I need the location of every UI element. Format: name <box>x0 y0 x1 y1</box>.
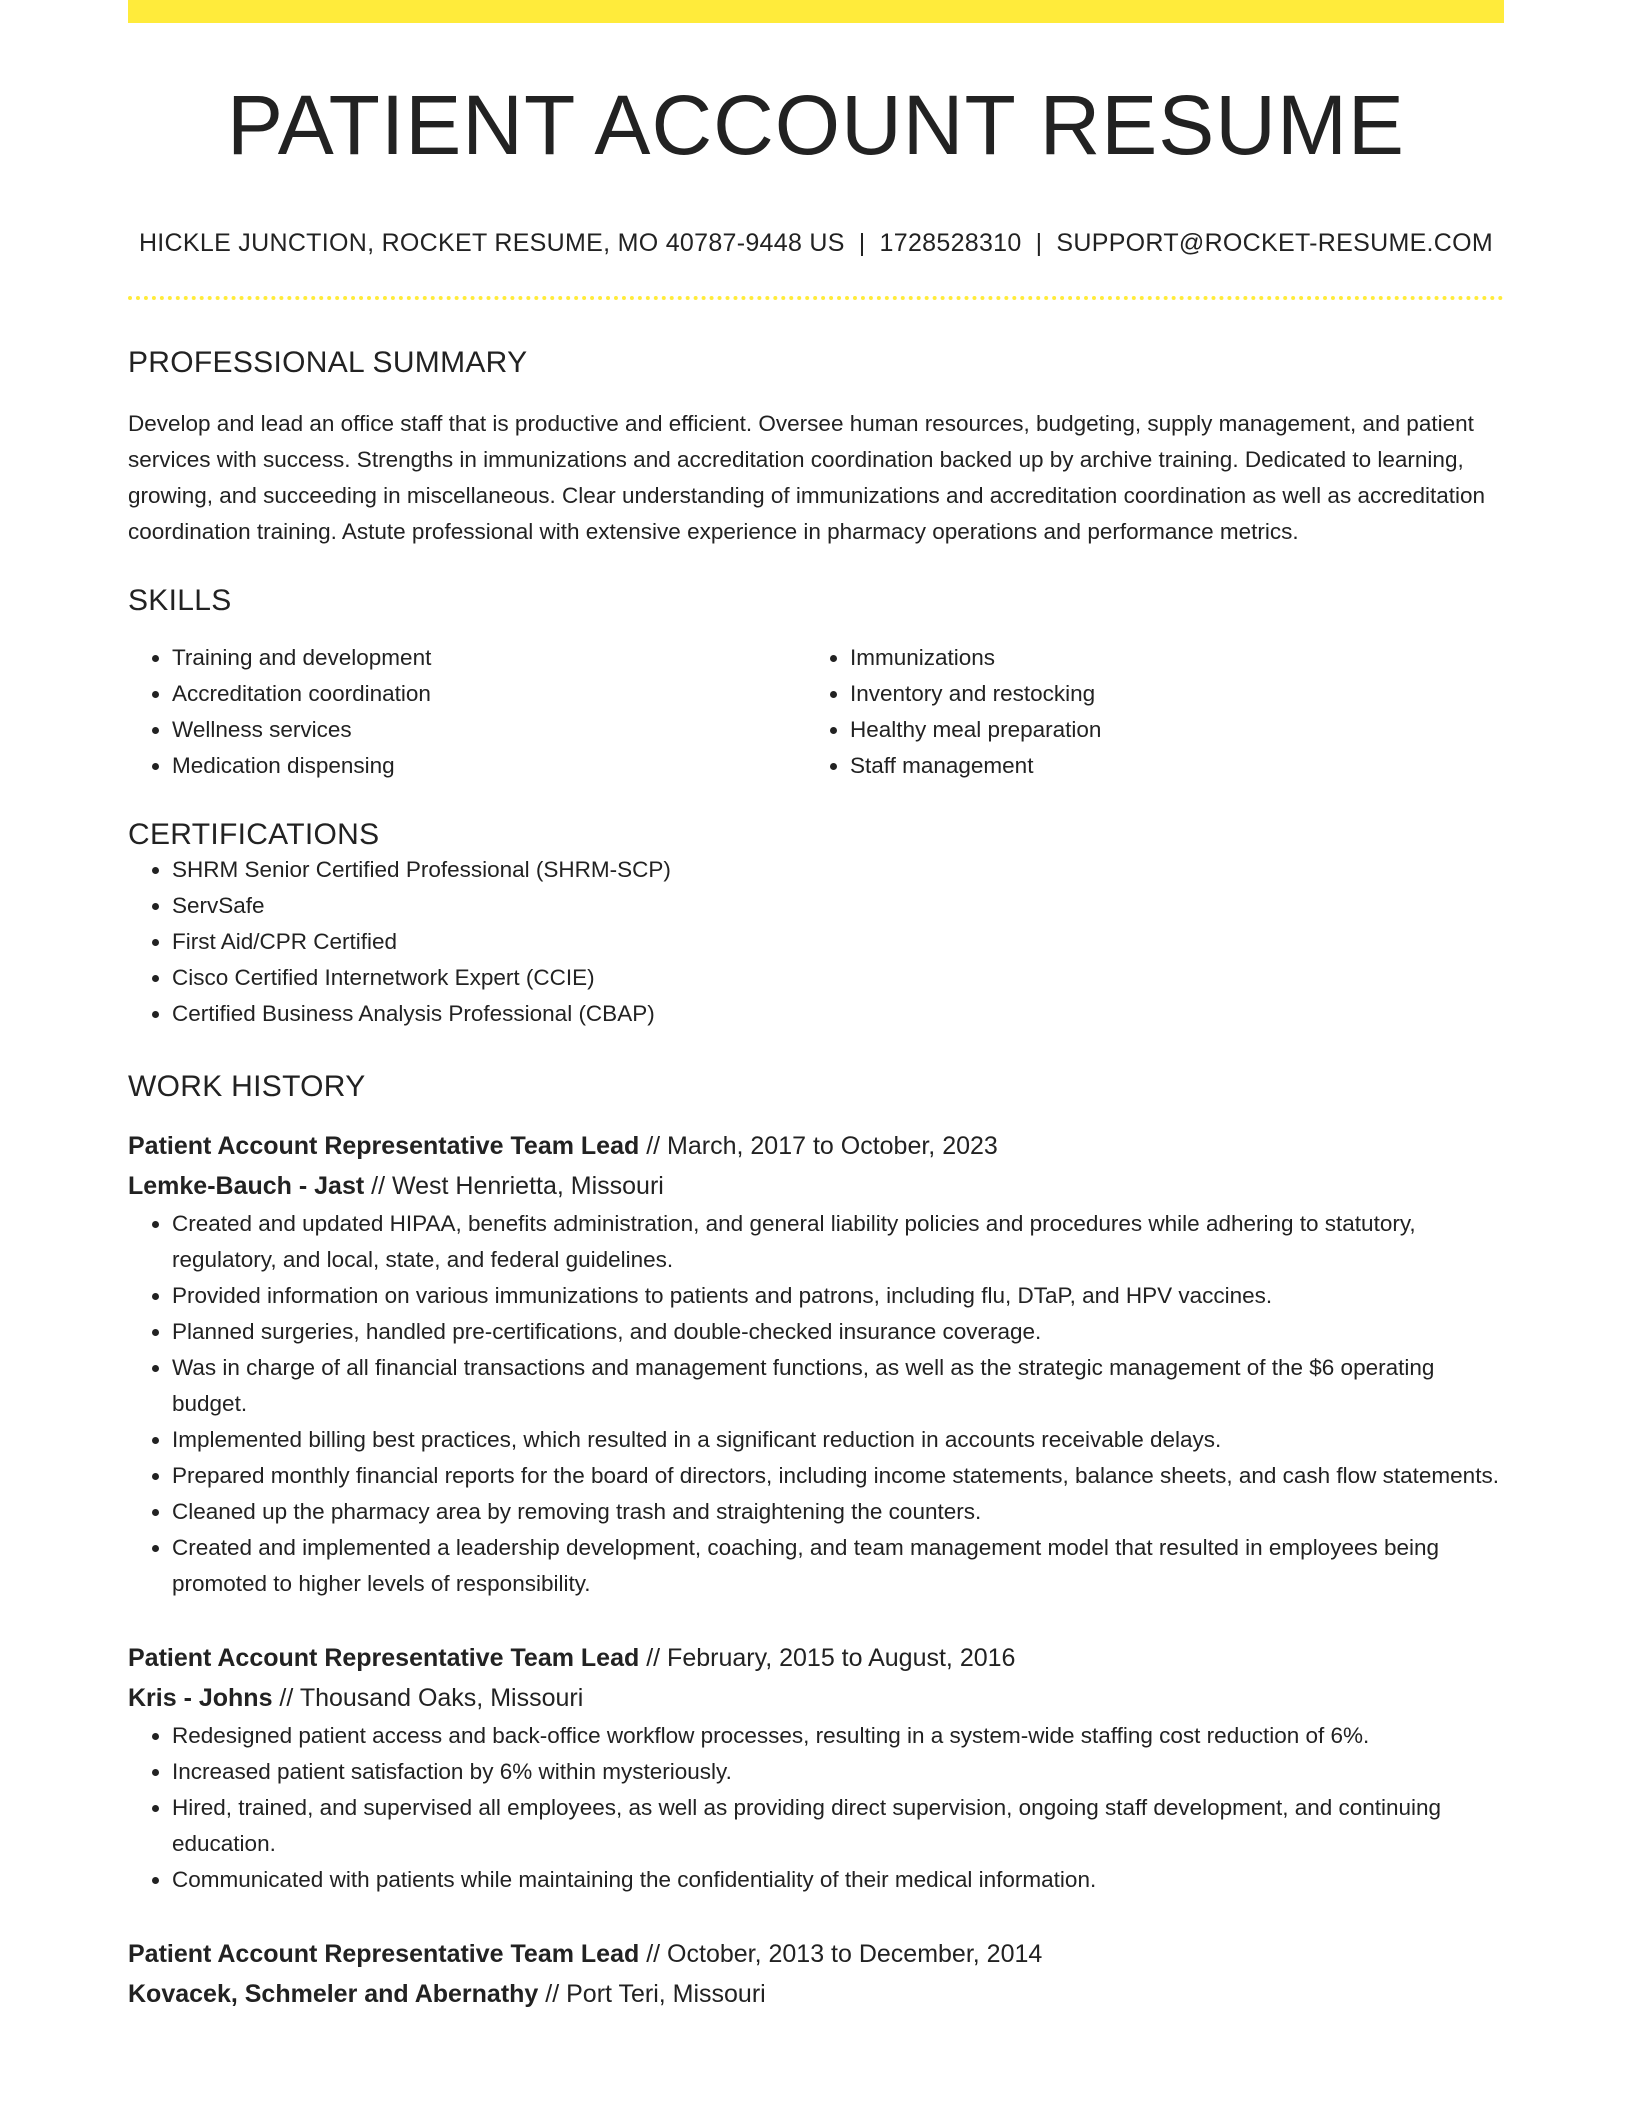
job-bullet: • Was in charge of all financial transactions and management functions, as well as the strategic management of the $6 operating budget. <box>172 1350 1504 1422</box>
certifications-heading: CERTIFICATIONS <box>128 818 380 851</box>
contact-separator: | <box>858 229 866 257</box>
certification-item: • Cisco Certified Internetwork Expert (CCIE) <box>172 960 1504 996</box>
skill-item: • Immunizations <box>850 640 1484 676</box>
summary-text: Develop and lead an office staff that is productive and efficient. Oversee human resources, budgeting, supply management, and patient services with success. Strengths in immunizations and accreditation coordination backed up by archive training. Dedicated to learning, growing, and succeeding in miscellaneous. Clear understanding of immunizations and accreditation coordination as well as accreditation coordination training. Astute professional with extensive experience in pharmacy operations and performance metrics. <box>128 411 1486 544</box>
job-bullet: • Redesigned patient access and back-office workflow processes, resulting in a system-wide staffing cost reduction of 6%. <box>172 1718 1504 1754</box>
accent-top-bar <box>128 0 1504 23</box>
certification-item: • ServSafe <box>172 888 1504 924</box>
job-bullet: • Implemented billing best practices, which resulted in a significant reduction in accounts receivable delays. <box>172 1422 1504 1458</box>
job-bullet-list <box>128 1206 1504 1602</box>
job-title: Patient Account Representative Team Lead <box>128 1644 640 1672</box>
job-company: Kovacek, Schmeler and Abernathy <box>128 1980 539 2008</box>
skill-item: • Healthy meal preparation <box>850 712 1484 748</box>
job-company-line <box>128 1166 1504 1206</box>
job-title-line <box>128 1638 1504 1678</box>
job-bullet: • Increased patient satisfaction by 6% within mysteriously. <box>172 1754 1504 1790</box>
job-title: Patient Account Representative Team Lead <box>128 1940 640 1968</box>
job-bullet: • Cleaned up the pharmacy area by removing trash and straightening the counters. <box>172 1494 1504 1530</box>
job-entry <box>128 1638 1504 1898</box>
job-dates: // March, 2017 to October, 2023 <box>639 1132 998 1160</box>
certifications-list <box>128 852 1504 1032</box>
job-title: Patient Account Representative Team Lead <box>128 1132 640 1160</box>
certification-item: • SHRM Senior Certified Professional (SHRM-SCP) <box>172 852 1504 888</box>
job-entry <box>128 1126 1504 1602</box>
certification-item: • Certified Business Analysis Professional (CBAP) <box>172 996 1504 1032</box>
job-bullet: • Created and updated HIPAA, benefits administration, and general liability policies and procedures while adhering to statutory, regulatory, and local, state, and federal guidelines. <box>172 1206 1504 1278</box>
job-location: // Thousand Oaks, Missouri <box>272 1684 584 1712</box>
skills-grid <box>128 640 1504 784</box>
skills-heading: SKILLS <box>128 584 232 617</box>
skill-item: • Inventory and restocking <box>850 676 1484 712</box>
contact-email: SUPPORT@ROCKET-RESUME.COM <box>1056 229 1494 257</box>
job-location: // West Henrietta, Missouri <box>364 1172 664 1200</box>
work-history-heading: WORK HISTORY <box>128 1070 366 1103</box>
job-company-line <box>128 1678 1504 1718</box>
skills-list-left <box>128 640 806 784</box>
job-bullet: • Planned surgeries, handled pre-certifications, and double-checked insurance coverage. <box>172 1314 1504 1350</box>
job-bullet-list <box>128 1718 1504 1898</box>
job-company: Kris - Johns <box>128 1684 273 1712</box>
contact-address: HICKLE JUNCTION, ROCKET RESUME, MO 40787-9448 US <box>138 229 845 257</box>
contact-separator: | <box>1035 229 1043 257</box>
skill-item: • Training and development <box>172 640 806 676</box>
skill-item: • Wellness services <box>172 712 806 748</box>
job-bullet: • Communicated with patients while maintaining the confidentiality of their medical information. <box>172 1862 1504 1898</box>
job-dates: // October, 2013 to December, 2014 <box>639 1940 1043 1968</box>
certification-item: • First Aid/CPR Certified <box>172 924 1504 960</box>
job-bullet: • Hired, trained, and supervised all employees, as well as providing direct supervision, ongoing staff development, and continuing education. <box>172 1790 1504 1862</box>
job-title-line <box>128 1126 1504 1166</box>
job-bullet: • Prepared monthly financial reports for the board of directors, including income statements, balance sheets, and cash flow statements. <box>172 1458 1504 1494</box>
summary-heading: PROFESSIONAL SUMMARY <box>128 346 528 379</box>
skill-item: • Staff management <box>850 748 1484 784</box>
dotted-divider <box>128 296 1504 300</box>
job-title-line <box>128 1934 1504 1974</box>
job-company-line <box>128 1974 1504 2014</box>
job-bullet: • Provided information on various immunizations to patients and patrons, including flu, DTaP, and HPV vaccines. <box>172 1278 1504 1314</box>
job-location: // Port Teri, Missouri <box>538 1980 766 2008</box>
job-bullet: • Created and implemented a leadership development, coaching, and team management model that resulted in employees being promoted to higher levels of responsibility. <box>172 1530 1504 1602</box>
skill-item: • Accreditation coordination <box>172 676 806 712</box>
resume-page <box>128 0 1504 2014</box>
resume-title: PATIENT ACCOUNT RESUME <box>227 78 1405 172</box>
job-dates: // February, 2015 to August, 2016 <box>639 1644 1016 1672</box>
contact-phone: 1728528310 <box>879 229 1022 257</box>
skill-item: • Medication dispensing <box>172 748 806 784</box>
skills-list-right <box>806 640 1484 784</box>
contact-line <box>128 229 1504 258</box>
job-company: Lemke-Bauch - Jast <box>128 1172 365 1200</box>
job-entry <box>128 1934 1504 2014</box>
